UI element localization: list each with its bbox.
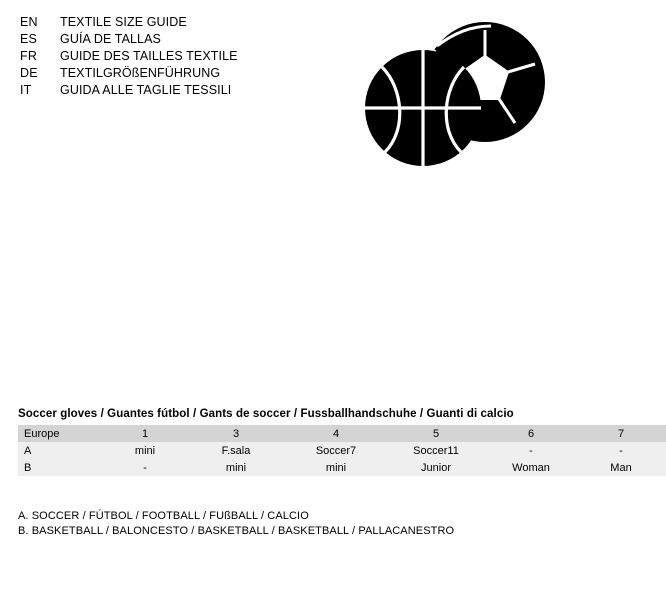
header-cell-3: 3: [186, 425, 286, 442]
language-text-fr: GUIDE DES TAILLES TEXTILE: [60, 49, 238, 63]
row-label-a: A: [18, 442, 104, 459]
basketball-soccerball-icon: [355, 20, 555, 170]
language-row-fr: [20, 48, 350, 65]
header-cell-1: 1: [104, 425, 186, 442]
language-text-en: TEXTILE SIZE GUIDE: [60, 15, 187, 29]
size-table-section: [18, 408, 632, 476]
cell-a-5: Soccer11: [386, 442, 486, 459]
cell-b-6: Woman: [486, 459, 576, 476]
cell-b-7: Man: [576, 459, 666, 476]
language-list: [20, 14, 350, 99]
cell-b-4: mini: [286, 459, 386, 476]
cell-b-3: mini: [186, 459, 286, 476]
header-cell-5: 5: [386, 425, 486, 442]
cell-a-7: -: [576, 442, 666, 459]
cell-a-6: -: [486, 442, 576, 459]
header-cell-7: 7: [576, 425, 666, 442]
ball-illustration: [355, 20, 555, 170]
language-text-de: TEXTILGRÖßENFÜHRUNG: [60, 66, 221, 80]
legend-line-a: A. SOCCER / FÚTBOL / FOOTBALL / FUßBALL / CALCIO: [18, 510, 309, 522]
table-header-row: [18, 425, 666, 442]
language-text-es: GUÍA DE TALLAS: [60, 32, 161, 46]
cell-a-4: Soccer7: [286, 442, 386, 459]
table-row: [18, 442, 666, 459]
header-cell-4: 4: [286, 425, 386, 442]
language-row-it: [20, 82, 350, 99]
language-code-es: ES: [20, 32, 38, 46]
row-label-b: B: [18, 459, 104, 476]
language-text-it: GUIDA ALLE TAGLIE TESSILI: [60, 83, 232, 97]
language-row-de: [20, 65, 350, 82]
language-code-de: DE: [20, 66, 38, 80]
language-row-en: [20, 14, 350, 31]
cell-a-3: F.sala: [186, 442, 286, 459]
header-cell-6: 6: [486, 425, 576, 442]
table-title: Soccer gloves / Guantes fútbol / Gants de soccer / Fussballhandschuhe / Guanti di calcio: [18, 408, 514, 420]
legend-line-b: B. BASKETBALL / BALONCESTO / BASKETBALL / BASKETBALL / PALLACANESTRO: [18, 525, 455, 537]
language-code-fr: FR: [20, 49, 38, 63]
legend: [18, 509, 582, 539]
language-code-en: EN: [20, 15, 38, 29]
cell-b-5: Junior: [386, 459, 486, 476]
cell-a-1: mini: [104, 442, 186, 459]
language-code-it: IT: [20, 83, 32, 97]
cell-b-1: -: [104, 459, 186, 476]
size-table: [18, 425, 666, 476]
header-cell-europe: Europe: [18, 425, 104, 442]
language-row-es: [20, 31, 350, 48]
table-row: [18, 459, 666, 476]
